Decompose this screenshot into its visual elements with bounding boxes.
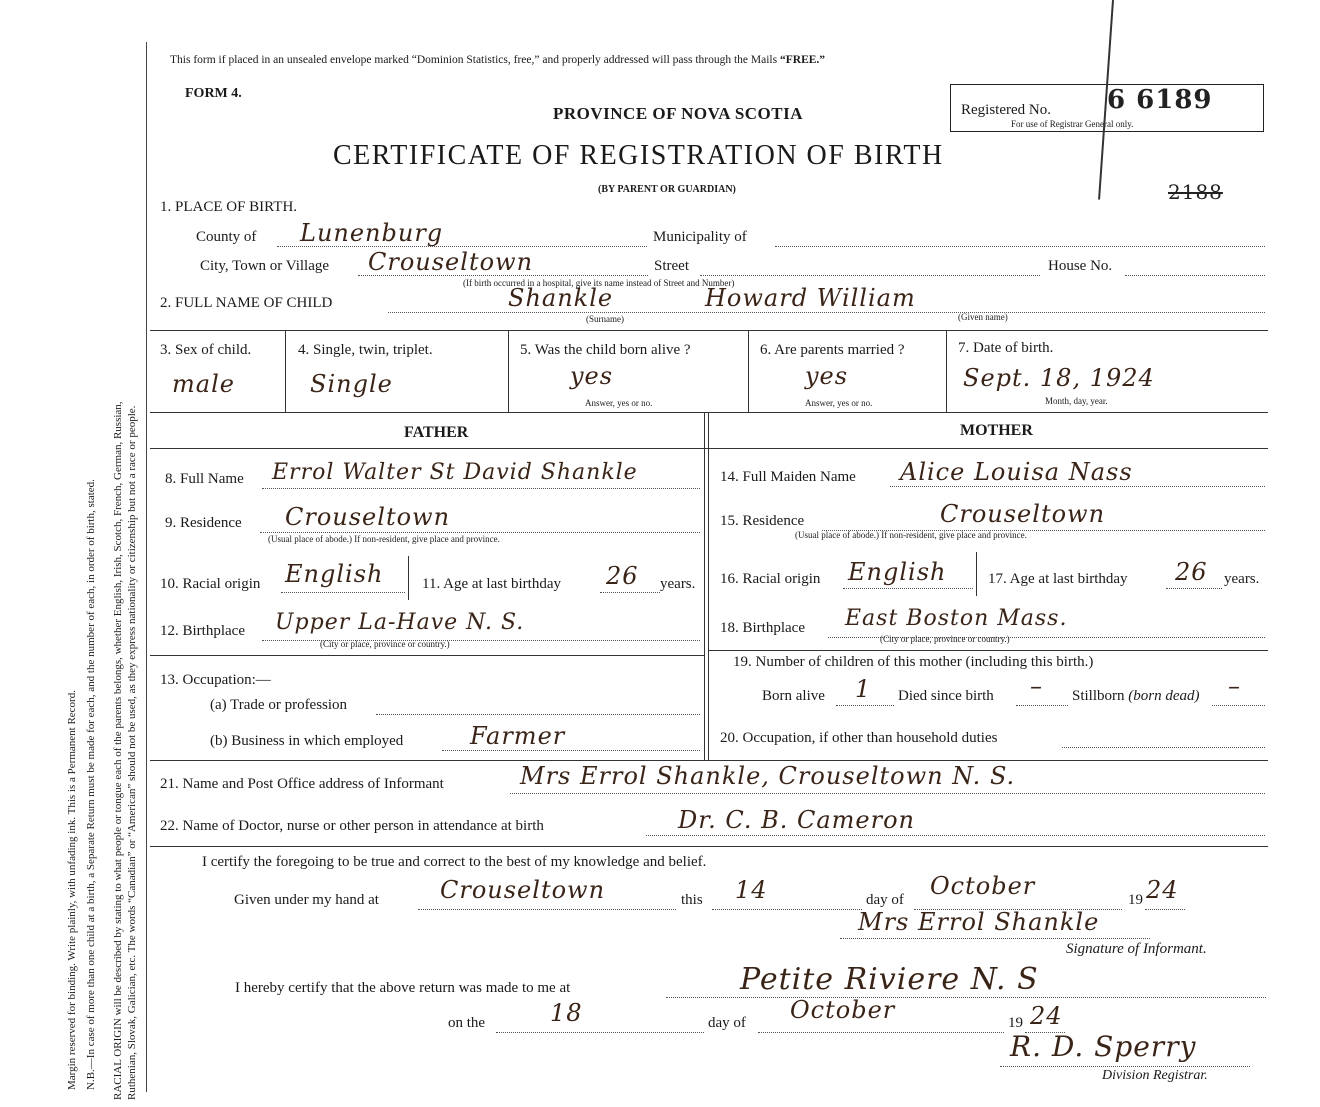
mother-racial-label: 16. Racial origin bbox=[720, 571, 821, 587]
plurality-value: Single bbox=[310, 370, 393, 398]
mother-children-label: 19. Number of children of this mother (including this birth.) bbox=[733, 654, 1094, 670]
registrar-month-value: October bbox=[790, 996, 896, 1024]
mother-name-label: 14. Full Maiden Name bbox=[720, 469, 856, 485]
father-heading: FATHER bbox=[404, 424, 469, 441]
margin-racial-note-1: RACIAL ORIGIN will be described by stating to what people or tongue each of the parents belongs, whether English, Irish, Scotch, French, German, Russian, bbox=[112, 401, 124, 1100]
given-year-value: 24 bbox=[1146, 876, 1179, 904]
born-alive-count-value: 1 bbox=[855, 675, 872, 703]
margin-racial-note-2: Ruthenian, Slovak, Galician, etc. The words “Canadian” or “American” should not be used, as they express nationality or citizenship but not a race or people. bbox=[126, 405, 138, 1100]
father-birthplace-value: Upper La-Have N. S. bbox=[275, 610, 525, 635]
child-given-name: Howard William bbox=[705, 284, 916, 312]
registrar-on-the-label: on the bbox=[448, 1015, 486, 1031]
province-heading: PROVINCE OF NOVA SCOTIA bbox=[553, 104, 804, 123]
margin-binding-note: Margin reserved for binding. Write plainly, with unfading ink. This is a Permanent Record. bbox=[66, 690, 78, 1090]
mother-occupation-label: 20. Occupation, if other than household duties bbox=[720, 730, 998, 746]
father-birthplace-note: (City or place, province or country.) bbox=[320, 639, 450, 649]
given-name-note: (Given name) bbox=[958, 312, 1008, 322]
father-residence-note: (Usual place of abode.) If non-resident, give place and province. bbox=[268, 534, 500, 544]
sex-label: 3. Sex of child. bbox=[160, 342, 252, 358]
father-age-value: 26 bbox=[606, 562, 639, 590]
this-label: this bbox=[681, 892, 703, 908]
mother-residence-value: Crouseltown bbox=[940, 500, 1106, 528]
mother-residence-note: (Usual place of abode.) If non-resident, give place and province. bbox=[795, 530, 1027, 540]
mother-birthplace-note: (City or place, province or country.) bbox=[880, 634, 1010, 644]
county-label: County of bbox=[196, 229, 257, 245]
certify-statement: I certify the foregoing to be true and correct to the best of my knowledge and belief. bbox=[202, 854, 707, 870]
county-value: Lunenburg bbox=[300, 219, 444, 247]
father-residence-label: 9. Residence bbox=[165, 515, 242, 531]
doctor-value: Dr. C. B. Cameron bbox=[678, 806, 916, 834]
frame-left-rule bbox=[146, 42, 147, 1092]
father-age-years: years. bbox=[660, 576, 696, 592]
struck-number: 2188 bbox=[1168, 180, 1223, 204]
registrar-place-value: Petite Riviere N. S bbox=[740, 962, 1039, 997]
given-month-value: October bbox=[930, 872, 1036, 900]
father-business-value: Farmer bbox=[470, 722, 566, 750]
mail-note-free: “FREE.” bbox=[779, 54, 826, 66]
sex-value: male bbox=[172, 370, 235, 398]
plurality-label: 4. Single, twin, triplet. bbox=[298, 342, 433, 358]
informant-signature: Mrs Errol Shankle bbox=[858, 908, 1100, 936]
city-value: Crouseltown bbox=[368, 248, 534, 276]
father-racial-value: English bbox=[285, 560, 384, 588]
registrar-statement: I hereby certify that the above return was made to me at bbox=[235, 980, 571, 996]
certificate-subtitle: (BY PARENT OR GUARDIAN) bbox=[598, 184, 736, 195]
registrar-year-prefix: 19 bbox=[1008, 1015, 1023, 1031]
parents-married-note: Answer, yes or no. bbox=[805, 398, 873, 408]
dob-label: 7. Date of birth. bbox=[958, 340, 1054, 356]
registered-label: Registered No. bbox=[961, 102, 1051, 118]
father-racial-label: 10. Racial origin bbox=[160, 576, 261, 592]
house-label: House No. bbox=[1048, 258, 1113, 274]
registrar-note: For use of Registrar General only. bbox=[1011, 119, 1134, 129]
father-name-value: Errol Walter St David Shankle bbox=[272, 460, 638, 485]
doctor-label: 22. Name of Doctor, nurse or other person in attendance at birth bbox=[160, 818, 544, 834]
born-alive-label: 5. Was the child born alive ? bbox=[520, 342, 691, 358]
died-since-birth-value: – bbox=[1030, 672, 1043, 700]
died-since-birth-label: Died since birth bbox=[898, 688, 994, 704]
father-business-label: (b) Business in which employed bbox=[210, 733, 404, 749]
informant-value: Mrs Errol Shankle, Crouseltown N. S. bbox=[520, 762, 1016, 790]
mother-age-value: 26 bbox=[1175, 558, 1208, 586]
parents-married-label: 6. Are parents married ? bbox=[760, 342, 905, 358]
dob-value: Sept. 18, 1924 bbox=[963, 364, 1155, 392]
hospital-note: (If birth occurred in a hospital, give its name instead of Street and Number) bbox=[463, 278, 735, 288]
registrar-signature-label: Division Registrar. bbox=[1102, 1068, 1208, 1083]
given-under-label: Given under my hand at bbox=[234, 892, 379, 908]
stillborn-note: (born dead) bbox=[1128, 688, 1200, 704]
city-label: City, Town or Village bbox=[200, 258, 330, 274]
mother-age-years: years. bbox=[1224, 571, 1260, 587]
father-residence-value: Crouseltown bbox=[285, 503, 451, 531]
child-name-label: 2. FULL NAME OF CHILD bbox=[160, 295, 333, 311]
father-age-label: 11. Age at last birthday bbox=[422, 576, 561, 592]
informant-label: 21. Name and Post Office address of Informant bbox=[160, 776, 444, 792]
father-trade-label: (a) Trade or profession bbox=[210, 697, 348, 713]
registrar-year-value: 24 bbox=[1030, 1002, 1063, 1030]
mother-racial-value: English bbox=[848, 558, 947, 586]
given-place-value: Crouseltown bbox=[440, 876, 606, 904]
given-day-of-label: day of bbox=[866, 892, 904, 908]
informant-signature-label: Signature of Informant. bbox=[1066, 941, 1207, 957]
registrar-day-of-label: day of bbox=[708, 1015, 746, 1031]
mother-age-label: 17. Age at last birthday bbox=[988, 571, 1128, 587]
given-year-prefix: 19 bbox=[1128, 892, 1143, 908]
registered-number: 6 6189 bbox=[1107, 85, 1213, 115]
father-birthplace-label: 12. Birthplace bbox=[160, 623, 245, 639]
margin-nb-note: N.B.—In case of more than one child at a birth, a Separate Return must be made for each, and the number of each, in order of birth, stated. bbox=[85, 479, 97, 1090]
mail-note: This form if placed in an unsealed envelope marked “Dominion Statistics, free,” and properly addressed will pass through the Mails “FREE.” bbox=[170, 54, 826, 66]
stillborn-value: – bbox=[1228, 672, 1241, 700]
mother-name-value: Alice Louisa Nass bbox=[900, 458, 1133, 486]
born-alive-value: yes bbox=[570, 362, 614, 390]
surname-note: (Surname) bbox=[586, 314, 624, 324]
registrar-signature: R. D. Sperry bbox=[1010, 1030, 1197, 1063]
stillborn-label: Stillborn (born dead) bbox=[1072, 688, 1200, 704]
given-day-value: 14 bbox=[735, 876, 768, 904]
street-label: Street bbox=[654, 258, 689, 274]
municipality-label: Municipality of bbox=[653, 229, 747, 245]
certificate-title: CERTIFICATE OF REGISTRATION OF BIRTH bbox=[333, 140, 944, 171]
child-surname: Shankle bbox=[508, 284, 614, 312]
place-of-birth-label: 1. PLACE OF BIRTH. bbox=[160, 199, 298, 215]
form-number: FORM 4. bbox=[185, 86, 242, 101]
dob-note: Month, day, year. bbox=[1045, 396, 1108, 406]
father-occupation-label: 13. Occupation:— bbox=[160, 672, 271, 688]
mother-birthplace-value: East Boston Mass. bbox=[845, 606, 1068, 631]
mother-heading: MOTHER bbox=[960, 422, 1033, 439]
born-alive-note: Answer, yes or no. bbox=[585, 398, 653, 408]
father-name-label: 8. Full Name bbox=[165, 471, 244, 487]
mother-residence-label: 15. Residence bbox=[720, 513, 805, 529]
mother-birthplace-label: 18. Birthplace bbox=[720, 620, 805, 636]
registrar-day-value: 18 bbox=[550, 999, 583, 1027]
born-alive-count-label: Born alive bbox=[762, 688, 825, 704]
parents-married-value: yes bbox=[805, 362, 849, 390]
